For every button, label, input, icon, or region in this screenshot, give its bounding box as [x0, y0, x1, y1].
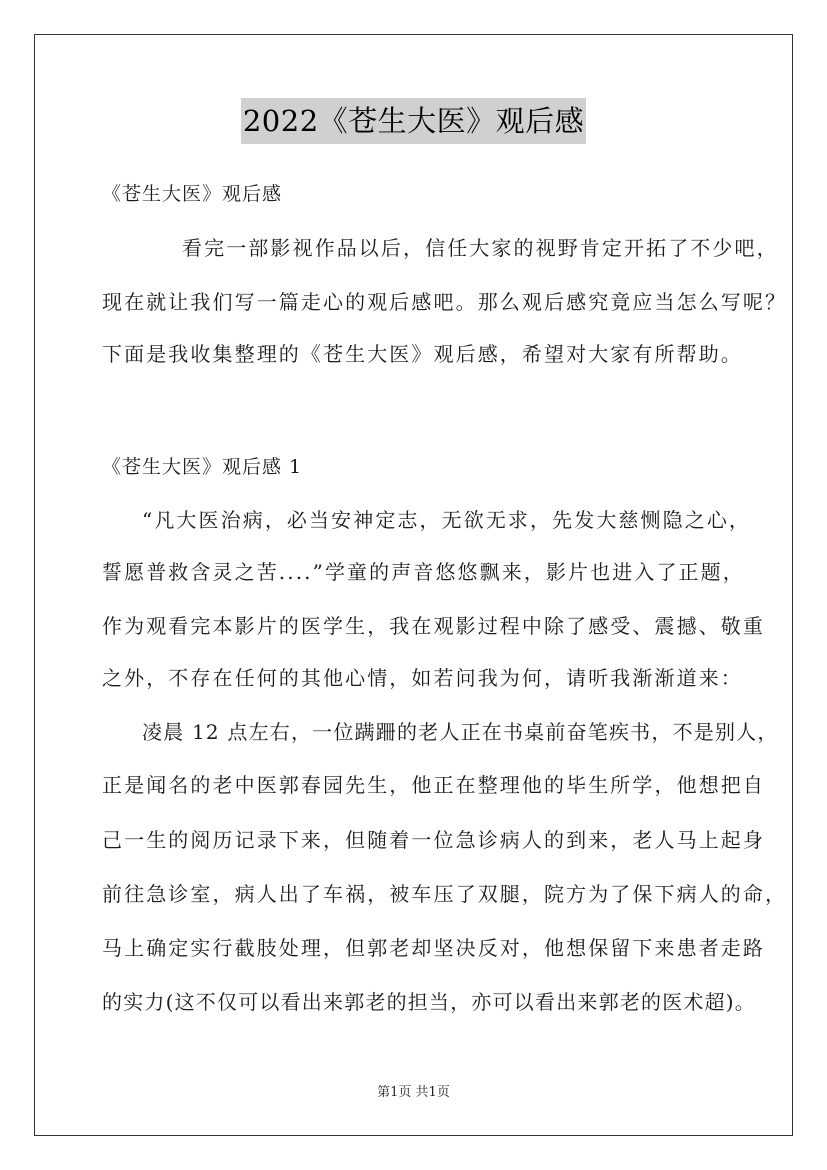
intro-line: 下面是我收集整理的《苍生大医》观后感，希望对大家有所帮助。 [102, 342, 743, 366]
paragraph-line: 作为观看完本影片的医学生，我在观影过程中除了感受、震撼、敬重 [102, 614, 765, 638]
section-heading: 《苍生大医》观后感 1 [102, 456, 303, 478]
document-title: 2022《苍生大医》观后感 [241, 98, 586, 144]
subtitle: 《苍生大医》观后感 [102, 183, 283, 205]
title-container [0, 98, 827, 144]
paragraph-line: 马上确定实行截肢处理，但郭老却坚决反对，他想保留下来患者走路 [102, 936, 765, 960]
paragraph-line: 的实力(这不仅可以看出来郭老的担当，亦可以看出来郭老的医术超)。 [102, 990, 757, 1014]
intro-line: 现在就让我们写一篇走心的观后感吧。那么观后感究竟应当怎么写呢？ [102, 290, 788, 314]
paragraph-line: 之外，不存在任何的其他心情，如若问我为何，请听我渐渐道来： [102, 666, 743, 690]
paragraph-line: 誓愿普救含灵之苦....”学童的声音悠悠飘来，影片也进入了正题， [102, 560, 745, 584]
paragraph-line: 凌晨 12 点左右，一位蹒跚的老人正在书桌前奋笔疾书，不是别人， [142, 720, 779, 744]
page-footer: 第1页 共1页 [377, 1085, 450, 1100]
paragraph-line: 前往急诊室，病人出了车祸，被车压了双腿，院方为了保下病人的命， [102, 882, 788, 906]
intro-line: 看完一部影视作品以后，信任大家的视野肯定开拓了不少吧， [182, 236, 779, 260]
paragraph-line: “凡大医治病，必当安神定志，无欲无求，先发大慈恻隐之心， [142, 508, 752, 532]
paragraph-line: 正是闻名的老中医郭春园先生，他正在整理他的毕生所学，他想把自 [102, 773, 765, 797]
paragraph-line: 己一生的阅历记录下来，但随着一位急诊病人的到来，老人马上起身 [102, 828, 765, 852]
